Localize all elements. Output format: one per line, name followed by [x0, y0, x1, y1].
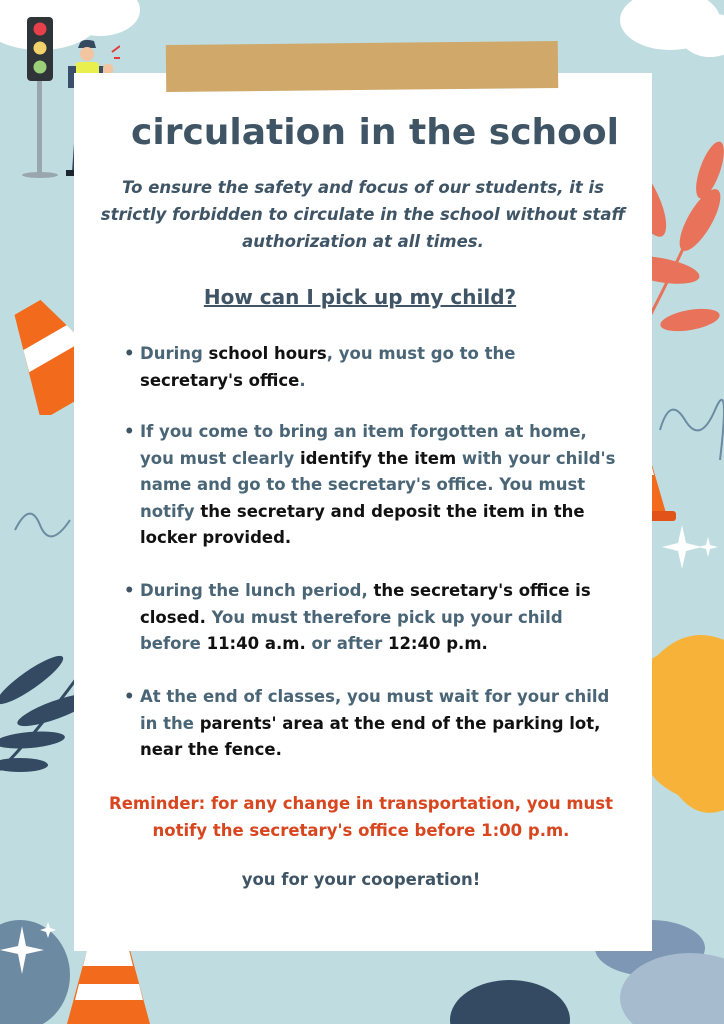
list-item — [124, 341, 624, 394]
bullet-emphasis: identify the item — [300, 448, 457, 468]
bullet-dot: • — [124, 422, 135, 441]
dark-blob-icon — [450, 965, 570, 1024]
bullet-text: At the end of classes, you must wait for your child in the — [140, 687, 610, 733]
sparkle-icon — [660, 515, 720, 575]
intro-paragraph: To ensure the safety and focus of our students, it is strictly forbidden to circulate in the school without staff authorization at all times. — [100, 178, 626, 251]
bullet-dot: • — [124, 344, 135, 363]
cloud-top-right — [610, 0, 724, 60]
page-title: circulation in the school — [131, 112, 619, 153]
bullet-emphasis: 12:40 p.m. — [387, 634, 488, 653]
bullet-emphasis: secretary's office — [140, 370, 300, 390]
section-heading: How can I pick up my child? — [203, 285, 517, 309]
bullet-emphasis: 11:40 a.m. — [206, 634, 306, 653]
bullet-dot: • — [124, 687, 135, 706]
bullet-text: During — [140, 344, 209, 363]
reminder-note: Reminder: for any change in transportation, you must notify the secretary's office before 1:00 p.m. — [109, 794, 613, 840]
bullet-emphasis: parents' area at the end of the parking lot, near the fence. — [140, 713, 601, 759]
bullet-text: You must therefore pick up your child before — [140, 607, 563, 653]
bullet-emphasis: the secretary and deposit the item in the locker provided. — [140, 501, 585, 547]
bullet-text: . — [299, 370, 306, 390]
bullet-text: or after — [305, 634, 388, 653]
squiggle-icon — [10, 500, 80, 550]
bullet-text: If you come to bring an item forgotten at home, you must clearly — [140, 422, 587, 468]
bullet-emphasis: the secretary's office is closed. — [140, 581, 591, 627]
bullet-text: During the lunch period, — [140, 581, 374, 600]
list-item — [124, 684, 624, 764]
bullet-text: , you must go to the — [326, 344, 516, 363]
list-item — [124, 578, 624, 658]
bullet-text: with your child's name and go to the secretary's office. You must notify — [140, 448, 616, 521]
list-item — [124, 419, 624, 552]
tape-strip — [166, 41, 558, 92]
bullet-dot: • — [124, 581, 135, 600]
sparkle-icon — [0, 920, 60, 980]
bullet-emphasis: school hours — [208, 344, 327, 363]
closing-thanks: you for your cooperation! — [241, 870, 481, 889]
squiggle-icon — [655, 390, 724, 470]
